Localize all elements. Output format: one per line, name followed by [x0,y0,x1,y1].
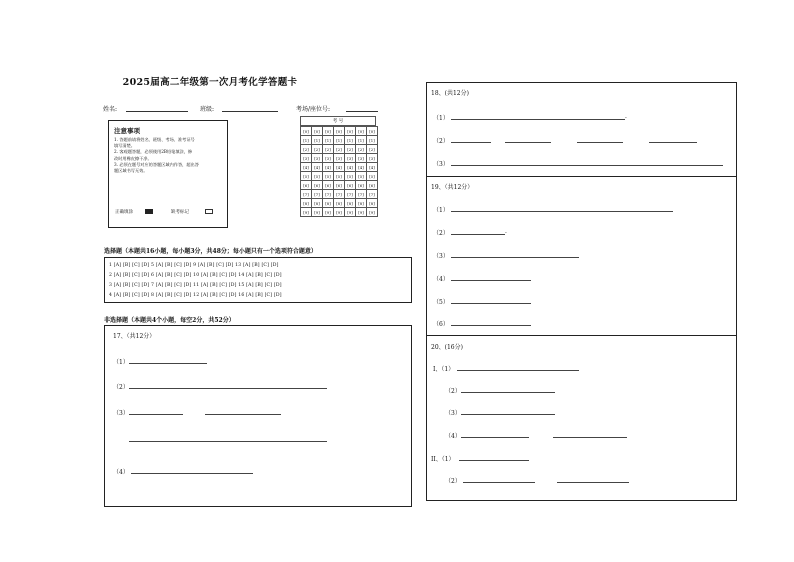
exam-digit-bubble[interactable]: [8] [356,199,367,208]
exam-digit-bubble[interactable]: [1] [334,136,345,145]
notes-box [108,120,228,228]
exam-digit-bubble[interactable]: [4] [301,163,312,172]
q20-box [426,335,737,501]
q17-part3-answer-c[interactable] [129,435,327,442]
q18-title: 18、(共12分) [431,90,469,97]
exam-digit-bubble[interactable]: [3] [334,154,345,163]
exam-digit-bubble[interactable]: [0] [334,127,345,136]
exam-number-header: 考 号 [300,116,376,126]
q20-section2-part1-answer[interactable] [459,454,529,461]
exam-digit-bubble[interactable]: [2] [356,145,367,154]
q17-title: 17、（共12分） [113,333,156,340]
q19-part5-label: （5） [433,299,449,306]
exam-digit-bubble[interactable]: [7] [301,190,312,199]
q17-part4-answer[interactable] [131,467,253,474]
note-line: 改时用橡皮擦干净。 [114,155,152,161]
q20-section1-part4-label: （4） [445,433,461,440]
exam-digit-bubble[interactable]: [6] [312,181,323,190]
q17-part2-label: （2） [113,384,129,391]
exam-digit-bubble[interactable]: [5] [334,172,345,181]
note-line: 1. 答题前请将姓名、班级、考场、准考证号 [114,137,195,142]
q20-section1-part3-label: （3） [445,410,461,417]
q18-box [426,82,737,177]
exam-digit-bubble[interactable]: [1] [323,136,334,145]
exam-digit-bubble[interactable]: [7] [312,190,323,199]
exam-digit-bubble[interactable]: [0] [367,127,378,136]
q18-part2-answer-c[interactable] [577,136,623,143]
q19-part4-answer[interactable] [451,274,531,281]
note-line: 3. 必须在题号对应的答题区域内作答，超出答 [114,161,199,167]
q20-section1-part1-answer[interactable] [457,364,579,371]
note-line: 填写清楚。 [114,143,135,149]
exam-digit-bubble[interactable]: [6] [356,181,367,190]
mc-row[interactable]: 4 [A] [B] [C] [D] 8 [A] [B] [C] [D] 12 [A] [B] [C] [D] 16 [A] [B] [C] [D] [109,293,282,298]
q18-part2-answer-a[interactable] [451,136,491,143]
exam-digit-bubble[interactable]: [3] [356,154,367,163]
q20-title: 20、(16分) [431,344,463,351]
exam-digit-bubble[interactable]: [0] [301,127,312,136]
exam-number-grid [300,126,378,217]
exam-digit-bubble[interactable]: [1] [345,136,356,145]
q19-part2-end: . [505,228,507,235]
exam-digit-bubble[interactable]: [8] [367,199,378,208]
exam-digit-bubble[interactable]: [3] [345,154,356,163]
exam-digit-bubble[interactable]: [9] [301,208,312,217]
exam-digit-bubble[interactable]: [7] [345,190,356,199]
exam-digit-bubble[interactable]: [6] [301,181,312,190]
exam-digit-bubble[interactable]: [2] [334,145,345,154]
exam-digit-bubble[interactable]: [2] [345,145,356,154]
nonmc-section-header: 非选择题（本题共4个小题，每空2分，共52分） [104,317,235,324]
exam-digit-bubble[interactable]: [7] [367,190,378,199]
filled-mark-sample [145,209,153,214]
exam-digit-bubble[interactable]: [4] [323,163,334,172]
q19-title: 19、（共12分） [431,184,474,191]
q18-part1-end: . [625,113,627,120]
q17-part3-answer-a[interactable] [129,408,183,415]
q20-section1-part2-answer[interactable] [461,386,555,393]
mc-section-header: 选择题（本题共16小题，每小题3分，共48分；每小题只有一个选项符合题意） [104,248,317,255]
name-field[interactable] [126,104,188,112]
exam-digit-bubble[interactable]: [7] [356,190,367,199]
exam-digit-bubble[interactable]: [5] [301,172,312,181]
q20-section1-part2-label: （2） [445,388,461,395]
exam-digit-bubble[interactable]: [1] [312,136,323,145]
exam-digit-bubble[interactable]: [6] [367,181,378,190]
exam-digit-bubble[interactable]: [5] [367,172,378,181]
q19-part3-label: （3） [433,253,449,260]
exam-digit-bubble[interactable]: [0] [323,127,334,136]
q19-part4-label: （4） [433,276,449,283]
class-field[interactable] [222,104,278,112]
exam-digit-bubble[interactable]: [9] [356,208,367,217]
q19-part3-answer[interactable] [451,251,579,258]
exam-digit-bubble[interactable]: [6] [323,181,334,190]
exam-digit-bubble[interactable]: [1] [367,136,378,145]
q17-part4-label: （4） [113,469,129,476]
absent-mark-label: 缺考标记 [171,210,189,215]
q18-part2-label: （2） [433,138,449,145]
exam-digit-bubble[interactable]: [6] [345,181,356,190]
q18-part2-answer-d[interactable] [649,136,697,143]
exam-digit-bubble[interactable]: [4] [312,163,323,172]
exam-digit-bubble[interactable]: [8] [334,199,345,208]
q18-part1-answer[interactable] [451,113,625,120]
exam-digit-bubble[interactable]: [4] [345,163,356,172]
q17-part1-answer[interactable] [129,357,207,364]
exam-digit-bubble[interactable]: [1] [301,136,312,145]
q18-part3-label: （3） [433,161,449,168]
q17-part1-label: （1） [113,359,129,366]
q20-section2-part2-label: （2） [445,478,461,485]
q20-section2-part2-answer-b[interactable] [557,476,629,483]
exam-digit-bubble[interactable]: [8] [323,199,334,208]
exam-digit-bubble[interactable]: [7] [323,190,334,199]
exam-digit-bubble[interactable]: [5] [345,172,356,181]
exam-digit-bubble[interactable]: [8] [345,199,356,208]
exam-digit-bubble[interactable]: [4] [334,163,345,172]
exam-digit-bubble[interactable]: [8] [301,199,312,208]
q18-part3-answer[interactable] [451,159,723,166]
q19-part5-answer[interactable] [451,297,531,304]
mc-row[interactable]: 1 [A] [B] [C] [D] 5 [A] [B] [C] [D] 9 [A] [B] [C] [D] 13 [A] [B] [C] [D] [109,263,279,268]
note-line: 题区域书写无效。 [114,168,148,174]
exam-digit-bubble[interactable]: [3] [312,154,323,163]
q19-part2-answer[interactable] [451,228,505,235]
exam-digit-bubble[interactable]: [9] [323,208,334,217]
absent-mark-box[interactable] [205,209,213,214]
q19-part2-label: （2） [433,230,449,237]
page-title: 2025届高二年级第一次月考化学答题卡 [122,77,298,88]
exam-digit-bubble[interactable]: [0] [312,127,323,136]
class-label: 班级: [200,106,215,113]
exam-digit-bubble[interactable]: [3] [301,154,312,163]
q20-section1-part3-answer[interactable] [461,408,555,415]
q17-part2-answer[interactable] [129,382,327,389]
q19-part6-answer[interactable] [451,319,531,326]
exam-digit-bubble[interactable]: [9] [367,208,378,217]
q17-box [104,325,412,507]
q19-part6-label: （6） [433,321,449,328]
q18-part2-answer-b[interactable] [505,136,551,143]
seat-label: 考场/座位号: [296,106,331,113]
q19-box [426,176,737,336]
q20-section2-part1-label: II、（1） [431,456,455,463]
exam-digit-bubble[interactable]: [2] [367,145,378,154]
exam-digit-bubble[interactable]: [5] [356,172,367,181]
exam-digit-bubble[interactable]: [5] [323,172,334,181]
q17-part3-label: （3） [113,410,129,417]
exam-digit-bubble[interactable]: [0] [345,127,356,136]
exam-digit-bubble[interactable]: [9] [334,208,345,217]
exam-digit-bubble[interactable]: [2] [323,145,334,154]
fill-example-label: 正确填涂 [115,210,133,215]
exam-digit-bubble[interactable]: [2] [301,145,312,154]
exam-digit-bubble[interactable]: [0] [356,127,367,136]
q19-part1-answer[interactable] [451,205,673,212]
exam-digit-bubble[interactable]: [3] [367,154,378,163]
exam-digit-bubble[interactable]: [8] [312,199,323,208]
exam-digit-bubble[interactable]: [2] [312,145,323,154]
mc-row[interactable]: 2 [A] [B] [C] [D] 6 [A] [B] [C] [D] 10 [A] [B] [C] [D] 14 [A] [B] [C] [D] [109,273,282,278]
q20-section1-part4-answer-b[interactable] [553,431,627,438]
q19-part1-label: （1） [433,207,449,214]
exam-digit-bubble[interactable]: [1] [356,136,367,145]
exam-digit-bubble[interactable]: [4] [356,163,367,172]
mc-answer-box [104,257,412,303]
q20-section1-part1-label: I、（1） [433,366,455,373]
exam-digit-bubble[interactable]: [4] [367,163,378,172]
exam-digit-bubble[interactable]: [5] [312,172,323,181]
exam-digit-bubble[interactable]: [3] [323,154,334,163]
exam-digit-bubble[interactable]: [7] [334,190,345,199]
q20-section1-part4-answer-a[interactable] [461,431,529,438]
name-label: 姓名: [103,106,118,113]
seat-field[interactable] [346,104,378,112]
exam-digit-bubble[interactable]: [6] [334,181,345,190]
note-line: 2. 客观题答题，必须使用2B铅笔填涂，修 [114,149,193,155]
exam-digit-bubble[interactable]: [9] [312,208,323,217]
q20-section2-part2-answer-a[interactable] [463,476,535,483]
mc-row[interactable]: 3 [A] [B] [C] [D] 7 [A] [B] [C] [D] 11 [A] [B] [C] [D] 15 [A] [B] [C] [D] [109,283,282,288]
q18-part1-label: （1） [433,115,449,122]
notes-title: 注意事项 [114,127,140,135]
q17-part3-answer-b[interactable] [205,408,281,415]
exam-digit-bubble[interactable]: [9] [345,208,356,217]
